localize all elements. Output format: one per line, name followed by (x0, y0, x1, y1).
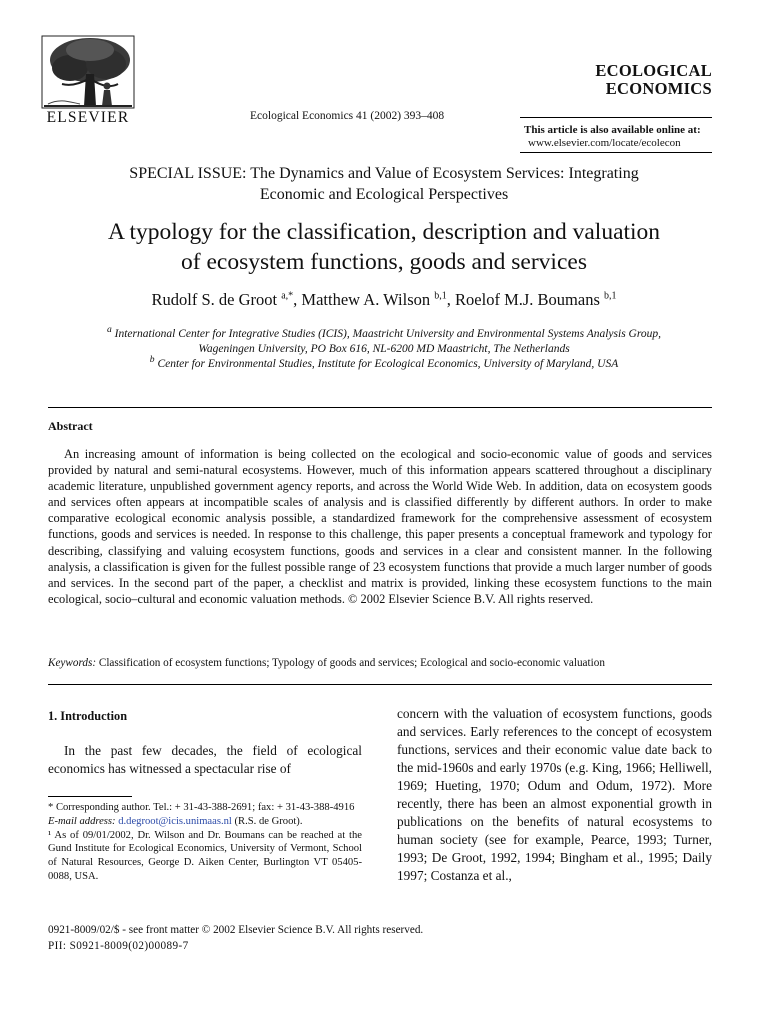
author-affiliation-mark: b,1 (434, 290, 447, 302)
journal-url[interactable]: www.elsevier.com/locate/ecolecon (528, 137, 681, 149)
footnotes (48, 801, 362, 884)
affiliation-mark: a (106, 324, 112, 335)
publisher-name: ELSEVIER (46, 109, 130, 126)
author-name: Rudolf S. de Groot (151, 290, 278, 309)
affiliation-a-line2: Wageningen University, PO Box 616, NL-6200 MD Maastricht, The Netherlands (198, 342, 570, 355)
issn-copyright-line: 0921-8009/02/$ - see front matter © 2002 Elsevier Science B.V. All rights reserved. (48, 924, 424, 936)
article-title-line2: of ecosystem functions, goods and services (181, 249, 587, 275)
author-affiliation-mark: a,* (281, 290, 294, 302)
email-link[interactable]: d.degroot@icis.unimaas.nl (118, 815, 232, 827)
article-title (40, 217, 728, 277)
author-list: Rudolf S. de Groot $^{a,*}$, Matthew A. Wilson $^{b,1}$, Roelof M.J. Boumans $^{b,1}$ (151, 290, 617, 309)
journal-name-line1: ECOLOGICAL (595, 61, 712, 80)
keywords-text: Classification of ecosystem functions; Typology of goods and services; Ecological and socio-economic valuation (98, 657, 605, 669)
pii-line: PII: S0921-8009(02)00089-7 (48, 940, 189, 952)
footnote-1: ¹ As of 09/01/2002, Dr. Wilson and Dr. Boumans can be reached at the Gund Institute for Ecological Economics, University of Vermont, School of Natural Resources, George D. Aiken Center, Burlington VT 05405-0088, USA. (48, 829, 362, 882)
author-affiliation-mark: b,1 (604, 290, 617, 302)
footnote-rule (48, 796, 132, 797)
abstract-top-rule (48, 407, 712, 408)
footnote-email (48, 815, 362, 829)
affiliation-b (60, 352, 708, 372)
special-issue-line1: SPECIAL ISSUE: The Dynamics and Value of Ecosystem Services: Integrating (129, 165, 639, 182)
keywords (48, 657, 728, 669)
journal-name-line2: ECONOMICS (605, 79, 712, 98)
abstract-text: An increasing amount of information is being collected on the ecological and socio-economic value of goods and services provided by natural and semi-natural ecosystems. However, much of this information appears scattered throughout a disciplinary academic literature, unpublished government agency reports, and across the World Wide Web. In addition, data on ecosystem goods and services often appears at incompatible scales of analysis and is classified differently by different authors. In order to make comparative ecological economic analysis possible, a standardized framework for the comprehensive assessment of ecosystem functions, goods and services is needed. In response to this challenge, this paper presents a conceptual framework and typology for describing, classifying and valuing ecosystem functions, goods and services in a clear and consistent manner. In the following analysis, a classification is given for the fullest possible range of 23 ecosystem functions that provide a much larger number of goods and services. In the second part of the paper, a checklist and matrix is provided, linking these ecosystem functions to the main ecological, socio–cultural and economic valuation methods. © 2002 Elsevier Science B.V. All rights reserved. (48, 447, 712, 606)
special-issue-title (40, 163, 728, 205)
email-label: E-mail address: (48, 815, 116, 827)
abstract-heading: Abstract (48, 419, 93, 433)
footnote-corresponding-author: * Corresponding author. Tel.: + 31-43-388-2691; fax: + 31-43-388-4916 (48, 802, 355, 813)
affiliation-a-line1: International Center for Integrative Studies (ICIS), Maastricht University and Environmental Systems Analysis Group, (114, 327, 662, 340)
email-suffix: (R.S. de Groot). (234, 815, 303, 827)
abstract-bottom-rule (48, 684, 712, 685)
header-rule-bottom (520, 152, 712, 153)
journal-name (512, 62, 712, 98)
journal-citation: Ecological Economics 41 (2002) 393–408 (250, 110, 445, 122)
affiliation-mark: b (149, 354, 155, 365)
author-name: Matthew A. Wilson (301, 290, 431, 309)
online-availability-note: This article is also available online at: (524, 124, 701, 136)
introduction-paragraph-left: In the past few decades, the field of ecological economics has witnessed a spectacular rise of (48, 743, 362, 776)
article-title-line1: A typology for the classification, description and valuation (107, 219, 661, 245)
affiliation-b-line1: Center for Environmental Studies, Institute for Ecological Economics, University of Maryland, USA (157, 357, 619, 370)
header-rule-top (520, 117, 712, 118)
keywords-label: Keywords: (48, 657, 97, 669)
special-issue-line2: Economic and Ecological Perspectives (259, 186, 509, 203)
author-name: Roelof M.J. Boumans (455, 290, 600, 309)
section-heading-introduction: 1. Introduction (48, 709, 128, 723)
introduction-paragraph-right: concern with the valuation of ecosystem functions, goods and services. Early references to the concept of ecosystem functions, services and their economic value date back to the mid-1960s and early 1970s (e.g. King, 1966; Helliwell, 1969; Hueting, 1970; Odum and Odum, 1972). More recently, there has been an almost exponential growth in publications on the benefits of natural ecosystems to human society (see for example, Pearce, 1993; Turner, 1993; De Groot, 1992, 1994; Bingham et al., 1995; Daily 1997; Costanza et al., (397, 706, 712, 883)
